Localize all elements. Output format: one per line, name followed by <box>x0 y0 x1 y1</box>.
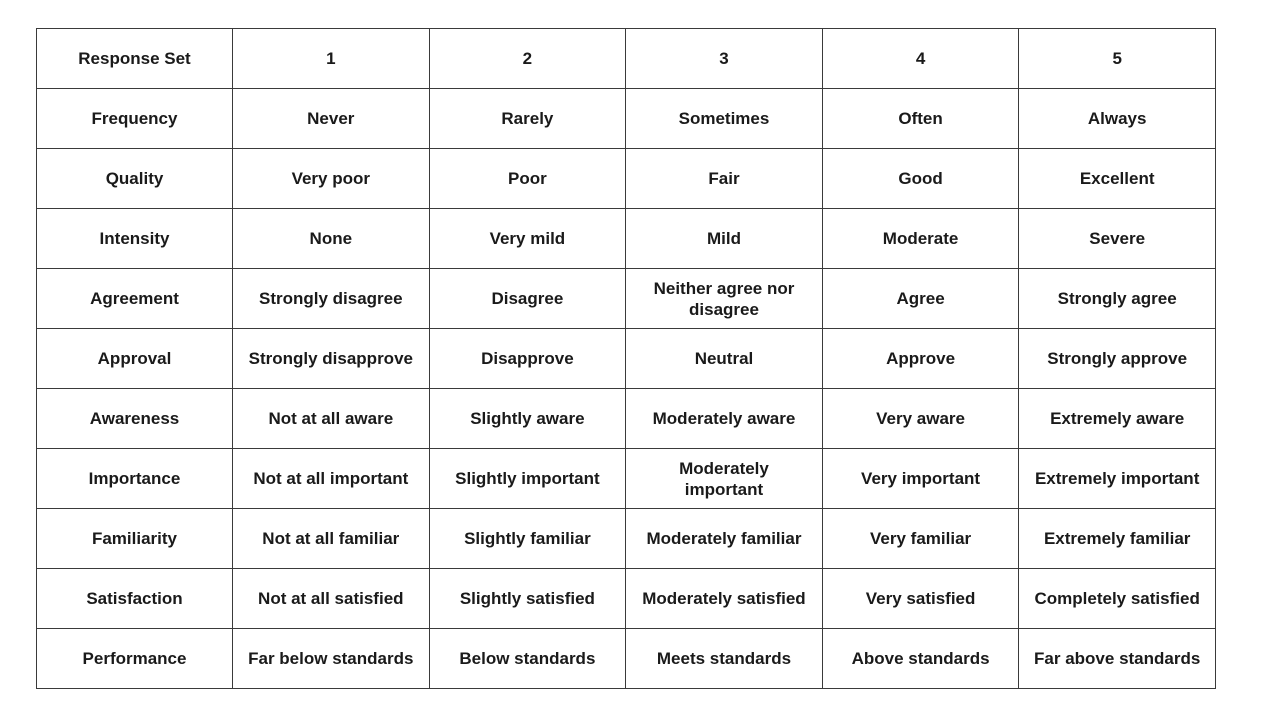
table-cell: Approve <box>822 329 1019 389</box>
table-cell: Slightly important <box>429 449 626 509</box>
row-label: Quality <box>37 149 233 209</box>
header-cell-1: 1 <box>233 29 430 89</box>
table-row-familiarity <box>37 509 1216 569</box>
row-label: Familiarity <box>37 509 233 569</box>
table-cell: Moderately satisfied <box>626 569 823 629</box>
table-cell: Neither agree nor disagree <box>626 269 823 329</box>
table-row-performance <box>37 629 1216 689</box>
table-cell: Moderately familiar <box>626 509 823 569</box>
table-cell: Moderately aware <box>626 389 823 449</box>
row-label: Intensity <box>37 209 233 269</box>
table-row-satisfaction <box>37 569 1216 629</box>
table-cell: Neutral <box>626 329 823 389</box>
table-row-frequency <box>37 89 1216 149</box>
table-cell: Strongly approve <box>1019 329 1216 389</box>
table-cell: Very familiar <box>822 509 1019 569</box>
table-cell: Very important <box>822 449 1019 509</box>
table-cell: Moderately important <box>626 449 823 509</box>
table-cell: Severe <box>1019 209 1216 269</box>
table-cell: Completely satisfied <box>1019 569 1216 629</box>
table-cell: Extremely familiar <box>1019 509 1216 569</box>
table-cell: Fair <box>626 149 823 209</box>
table-header-row <box>37 29 1216 89</box>
response-scale-table <box>36 28 1216 689</box>
header-cell-4: 4 <box>822 29 1019 89</box>
table-cell: Strongly disapprove <box>233 329 430 389</box>
table-cell: Very mild <box>429 209 626 269</box>
table-cell: Far above standards <box>1019 629 1216 689</box>
table-cell: None <box>233 209 430 269</box>
response-scale-table-container <box>36 28 1216 689</box>
header-cell-2: 2 <box>429 29 626 89</box>
header-cell-response-set: Response Set <box>37 29 233 89</box>
header-cell-3: 3 <box>626 29 823 89</box>
table-cell: Not at all aware <box>233 389 430 449</box>
table-cell: Disapprove <box>429 329 626 389</box>
table-cell: Often <box>822 89 1019 149</box>
row-label: Awareness <box>37 389 233 449</box>
table-cell: Moderate <box>822 209 1019 269</box>
table-cell: Mild <box>626 209 823 269</box>
table-cell: Never <box>233 89 430 149</box>
table-row-approval <box>37 329 1216 389</box>
table-row-agreement <box>37 269 1216 329</box>
table-cell: Poor <box>429 149 626 209</box>
table-cell: Meets standards <box>626 629 823 689</box>
row-label: Importance <box>37 449 233 509</box>
table-cell: Far below standards <box>233 629 430 689</box>
table-cell: Disagree <box>429 269 626 329</box>
table-cell: Slightly aware <box>429 389 626 449</box>
table-cell: Above standards <box>822 629 1019 689</box>
table-cell: Always <box>1019 89 1216 149</box>
table-cell: Agree <box>822 269 1019 329</box>
table-cell: Good <box>822 149 1019 209</box>
table-cell: Extremely important <box>1019 449 1216 509</box>
table-cell: Not at all important <box>233 449 430 509</box>
row-label: Performance <box>37 629 233 689</box>
table-row-importance <box>37 449 1216 509</box>
table-row-quality <box>37 149 1216 209</box>
row-label: Agreement <box>37 269 233 329</box>
table-cell: Very satisfied <box>822 569 1019 629</box>
table-cell: Not at all familiar <box>233 509 430 569</box>
table-cell: Strongly disagree <box>233 269 430 329</box>
table-cell: Not at all satisfied <box>233 569 430 629</box>
table-cell: Extremely aware <box>1019 389 1216 449</box>
table-row-intensity <box>37 209 1216 269</box>
table-cell: Very aware <box>822 389 1019 449</box>
table-row-awareness <box>37 389 1216 449</box>
table-cell: Slightly satisfied <box>429 569 626 629</box>
table-cell: Below standards <box>429 629 626 689</box>
row-label: Satisfaction <box>37 569 233 629</box>
row-label: Approval <box>37 329 233 389</box>
header-cell-5: 5 <box>1019 29 1216 89</box>
row-label: Frequency <box>37 89 233 149</box>
table-cell: Sometimes <box>626 89 823 149</box>
table-cell: Slightly familiar <box>429 509 626 569</box>
table-cell: Strongly agree <box>1019 269 1216 329</box>
table-cell: Very poor <box>233 149 430 209</box>
table-cell: Rarely <box>429 89 626 149</box>
table-cell: Excellent <box>1019 149 1216 209</box>
